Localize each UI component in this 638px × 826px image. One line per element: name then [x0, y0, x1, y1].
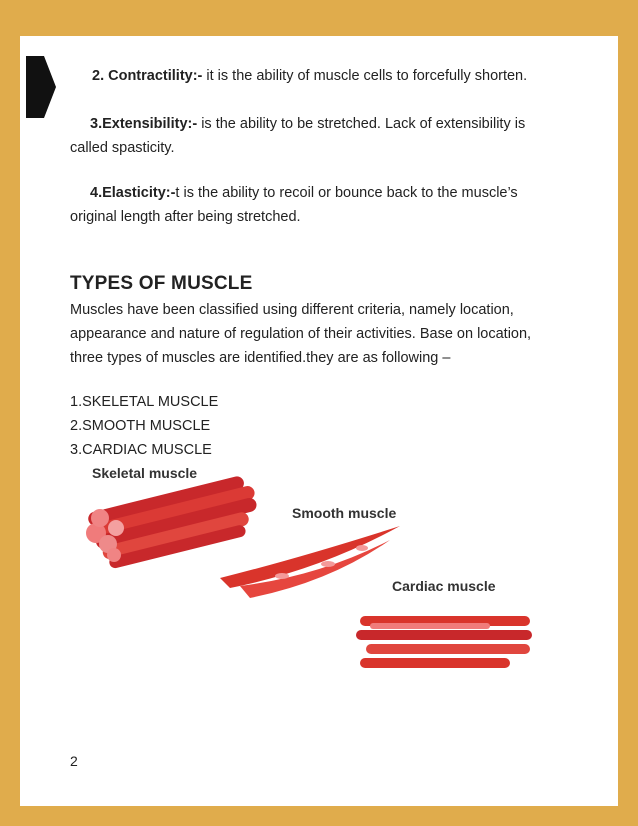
elasticity-text-cont: original length after being stretched.: [70, 209, 301, 225]
extensibility-text-cont: called spasticity.: [70, 140, 175, 156]
smooth-muscle-label: Smooth muscle: [292, 505, 397, 521]
list-item: 2.SMOOTH MUSCLE: [70, 418, 211, 434]
list-item: 1.SKELETAL MUSCLE: [70, 394, 219, 410]
section-heading: TYPES OF MUSCLE: [70, 273, 253, 294]
skeletal-muscle-label: Skeletal muscle: [92, 465, 198, 481]
bookmark-tab-icon: [26, 56, 56, 118]
muscle-types-illustration: [70, 458, 550, 690]
section-para-line-1: Muscles have been classified using different criteria, namely location,: [70, 302, 514, 318]
smooth-muscle-image: [220, 526, 400, 598]
elasticity-text: t is the ability to recoil or bounce back to the muscle’s: [175, 185, 518, 201]
muscle-type-list: [70, 390, 218, 462]
section-para-line-2: appearance and nature of regulation of their activities. Base on location,: [70, 326, 532, 342]
section-para-line-3: three types of muscles are identified.they are as following –: [70, 350, 451, 366]
list-item: 3.CARDIAC MUSCLE: [70, 442, 212, 458]
contractility-text: it is the ability of muscle cells to forcefully shorten.: [202, 68, 528, 84]
extensibility-item: [90, 112, 525, 136]
extensibility-text: is the ability to be stretched. Lack of extensibility is: [197, 116, 526, 132]
cardiac-muscle-label: Cardiac muscle: [392, 578, 496, 594]
elasticity-item: [90, 181, 518, 205]
skeletal-muscle-image: [85, 473, 264, 572]
page-number: 2: [70, 753, 78, 769]
extensibility-title: 3.Extensibility:-: [90, 116, 198, 132]
contractility-title: 2. Contractility:-: [92, 68, 203, 84]
contractility-item: [92, 64, 527, 88]
elasticity-title: 4.Elasticity:-: [90, 185, 176, 201]
cardiac-muscle-image: [356, 616, 532, 668]
